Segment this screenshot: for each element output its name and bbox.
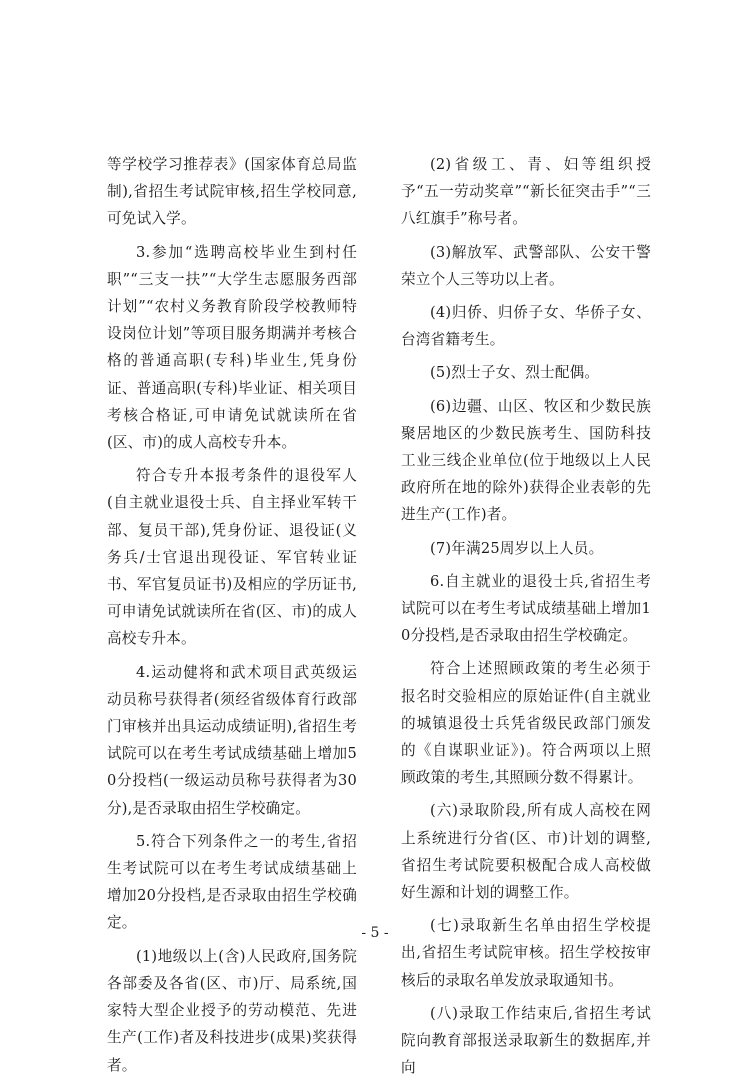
right-column [401, 151, 651, 1088]
paragraph-sub-5: (5)烈士子女、烈士配偶。 [430, 364, 600, 382]
paragraph-veterans: 符合专升本报考条件的退役军人(自主就业退役士兵、自主择业军转干部、复员干部),凭身份证、退役证(义务兵/士官退出现役证、军官转业证书、军官复员证书)及相应的学历证书,可申请免试就读所在省(区、市)的成人高校专升本。 [107, 467, 357, 648]
paragraph-item-5: 5.符合下列条件之一的考生,省招生考试院可以在考生考试成绩基础上增加20分投档,是否录取由招生学校确定。 [107, 832, 357, 932]
paragraph-sub-7: (7)年满25周岁以上人员。 [430, 539, 604, 557]
paragraph-policy-note: 符合上述照顾政策的考生必须于报名时交验相应的原始证件(自主就业的城镇退役士兵凭省级民政部门颁发的《自谋职业证》)。符合两项以上照顾政策的考生,其照顾分数不得累计。 [401, 660, 651, 787]
paragraph-sub-3: (3)解放军、武警部队、公安干警荣立个人三等功以上者。 [401, 243, 651, 288]
left-column [107, 151, 357, 1085]
paragraph-sub-1: (1)地级以上(含)人民政府,国务院各部委及各省(区、市)厅、局系统,国家特大型企业授予的劳动模范、先进生产(工作)者及科技进步(成果)奖获得者。 [107, 947, 357, 1074]
paragraph-item-3: 3.参加“选聘高校毕业生到村任职”“三支一扶”“大学生志愿服务西部计划”“农村义务教育阶段学校教师特设岗位计划”等项目服务期满并考核合格的普通高职(专科)毕业生,凭身份证、普通高职(专科)毕业证、相关项目考核合格证,可申请免试就读所在省(区、市)的成人高校专升本。 [107, 243, 357, 452]
paragraph-section-6: (六)录取阶段,所有成人高校在网上系统进行分省(区、市)计划的调整,省招生考试院要积极配合成人高校做好生源和计划的调整工作。 [401, 802, 651, 902]
paragraph-sub-2: (2)省级工、青、妇等组织授予“五一劳动奖章”“新长征突击手”“三八红旗手”称号者。 [401, 156, 651, 228]
paragraph-continuation: 等学校学习推荐表》(国家体育总局监制),省招生考试院审核,招生学校同意,可免试入学。 [107, 156, 357, 228]
paragraph-item-4: 4.运动健将和武术项目武英级运动员称号获得者(须经省级体育行政部门审核并出具运动成绩证明),省招生考试院可以在考生考试成绩基础上增加50分投档(一级运动员称号获得者为30分),是否录取由招生学校确定。 [107, 663, 357, 817]
paragraph-section-8: (八)录取工作结束后,省招生考试院向教育部报送录取新生的数据库,并向 [401, 1004, 651, 1077]
paragraph-sub-4: (4)归侨、归侨子女、华侨子女、台湾省籍考生。 [401, 304, 651, 349]
page-number: - 5 - [361, 925, 389, 941]
paragraph-item-6: 6.自主就业的退役士兵,省招生考试院可以在考生考试成绩基础上增加10分投档,是否录取由招生学校确定。 [401, 572, 651, 645]
paragraph-section-7: (七)录取新生名单由招生学校提出,省招生考试院审核。招生学校按审核后的录取名单发放录取通知书。 [401, 917, 651, 989]
paragraph-sub-6: (6)边疆、山区、牧区和少数民族聚居地区的少数民族考生、国防科技工业三线企业单位(位于地级以上人民政府所在地的除外)获得企业表彰的先进生产(工作)者。 [401, 397, 651, 524]
